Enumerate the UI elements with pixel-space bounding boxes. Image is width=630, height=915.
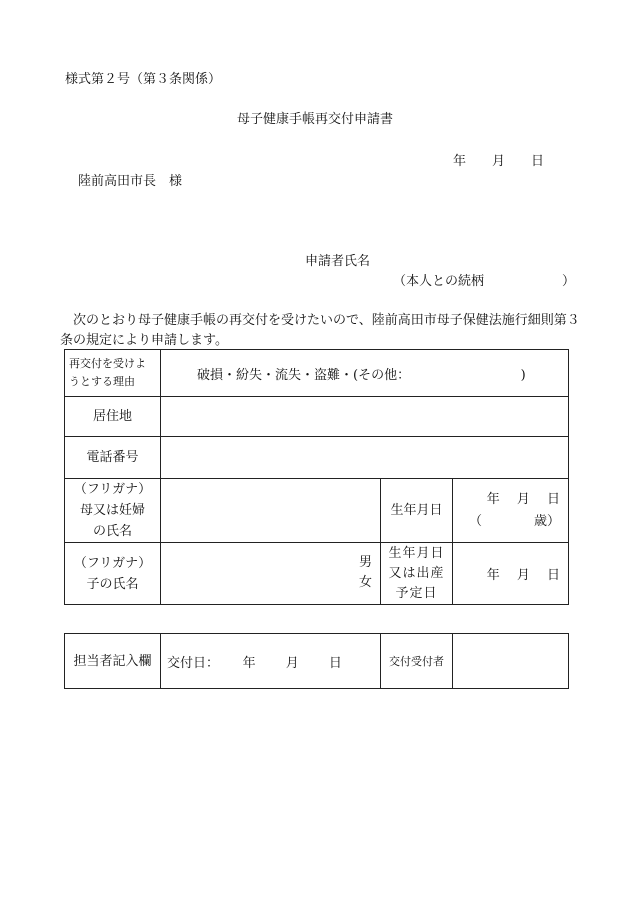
mother-age-value: （ 歳） [469,513,561,529]
staff-entry-label: 担当者記入欄 [65,634,161,689]
child-furigana-label: （フリガナ） [73,555,152,571]
sex-female: 女 [358,575,372,590]
receiver-label: 交付受付者 [381,634,453,689]
mother-dob-label: 生年月日 [381,479,453,543]
phone-label: 電話番号 [65,437,161,479]
phone-field[interactable] [161,437,569,479]
reason-label-line2: うとする理由 [69,375,135,388]
mother-label-line2: 母又は妊婦 [79,503,145,518]
address-row [65,397,569,437]
address-field[interactable] [161,397,569,437]
reason-label [65,350,161,397]
application-table [64,349,569,605]
mother-dob-value: 年 月 日 [486,491,561,507]
child-dob-field[interactable]: 年 月 日 [453,543,569,605]
receiver-field[interactable] [453,634,569,689]
mother-label-line3: の氏名 [92,524,132,539]
child-label-line2: 子の氏名 [86,576,139,592]
mother-furigana-label: （フリガナ） [73,482,152,497]
child-dob-label-line1: 生年月日 [388,545,445,561]
phone-row [65,437,569,479]
child-dob-label-line3: 予定日 [395,585,438,601]
child-dob-label [381,543,453,605]
form-number: 様式第２号（第３条関係） [65,72,222,87]
child-dob-label-line2: 又は出産 [388,565,445,581]
mother-name-field[interactable] [161,479,381,543]
mother-row [65,479,569,543]
child-row [65,543,569,605]
reason-label-line1: 再交付を受けよ [69,357,146,370]
document-title: 母子健康手帳再交付申請書 [236,112,393,127]
mother-name-label [65,479,161,543]
sex-options[interactable] [359,553,372,593]
reason-options[interactable]: 破損・紛失・流失・盗難・(その他： ) [161,350,569,397]
staff-table [64,633,569,689]
addressee: 陸前高田市長 様 [78,174,183,189]
issue-date-field[interactable]: 交付日： 年 月 日 [161,634,381,689]
applicant-name-label: 申請者氏名 [305,254,371,269]
application-statement: 次のとおり母子健康手帳の再交付を受けたいので、陸前高田市母子保健法施行細則第３条の規定により申請します。 [60,313,580,348]
sex-male: 男 [358,555,372,570]
address-label: 居住地 [65,397,161,437]
child-name-label [65,543,161,605]
child-name-field[interactable] [161,543,381,605]
staff-row [65,634,569,689]
reason-row [65,350,569,397]
application-date: 年 月 日 [453,154,545,169]
mother-dob-field[interactable] [453,479,569,543]
applicant-relation-label: （本人との続柄 ） [393,274,576,289]
